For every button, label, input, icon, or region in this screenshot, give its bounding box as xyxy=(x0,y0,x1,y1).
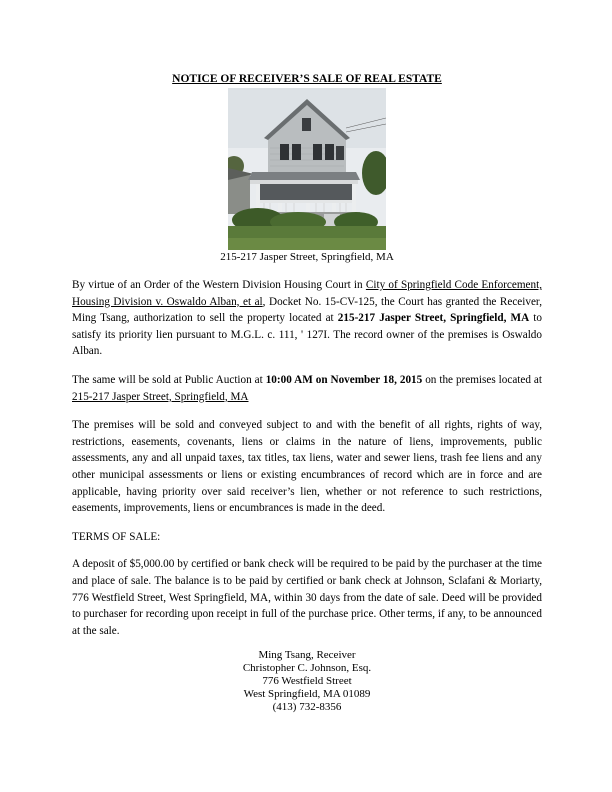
conveyance-paragraph: The premises will be sold and conveyed subject to and with the benefit of all rights, rights of way, restrictions, easements, covenants, liens or claims in the nature of liens, improvements, public assessments, any and all unpaid taxes, tax titles, tax liens, water and sewer liens, trash fee liens and any other municipal assessments or liens or existing encumbrances of record which are in force and are applicable, having priority over said receiver’s lien, whether or not reference to such restrictions, easements, improvements, liens or encumbrances is made in the deed. xyxy=(72,419,542,515)
signature-line-attorney: Christopher C. Johnson, Esq. xyxy=(242,662,372,675)
property-address: 215-217 Jasper Street, Springfield, MA xyxy=(337,312,530,325)
order-paragraph xyxy=(72,277,542,360)
auction-text-1: The same will be sold at Public Auction at xyxy=(72,373,266,386)
signature-line-street: 776 Westfield Street xyxy=(262,675,352,688)
notice-page xyxy=(72,72,542,714)
signature-line-receiver: Ming Tsang, Receiver xyxy=(258,649,356,662)
auction-text-2: on the premises located at xyxy=(422,373,542,386)
case-name: City of Springfield Code Enforcement, Housing Division v. Oswaldo Alban, et al xyxy=(72,279,542,308)
signature-block xyxy=(72,649,542,714)
terms-heading: TERMS OF SALE: xyxy=(72,530,161,543)
photo-caption: 215-217 Jasper Street, Springfield, MA xyxy=(220,251,394,263)
auction-address: 215-217 Jasper Street, Springfield, MA xyxy=(72,390,249,403)
auction-time: 10:00 AM on November 18, 2015 xyxy=(265,373,423,386)
house-photo xyxy=(228,88,386,250)
signature-line-city: West Springfield, MA 01089 xyxy=(243,688,371,701)
order-text-2: , Docket No. 15-CV-125, the Court has granted the Receiver, Ming Tsang, authorization to sell the property located at xyxy=(72,295,543,325)
notice-title: NOTICE OF RECEIVER’S SALE OF REAL ESTATE xyxy=(172,73,442,85)
order-text-1: By virtue of an Order of the Western Division Housing Court in xyxy=(72,279,366,291)
auction-paragraph xyxy=(72,372,542,405)
order-text-3: to satisfy its priority lien pursuant to M.G.L. c. 111, ' 127I. The record owner of the premises is Oswaldo Alban. xyxy=(72,312,543,358)
terms-paragraph: A deposit of $5,000.00 by certified or bank check will be required to be paid by the purchaser at the time and place of sale. The balance is to be paid by certified or bank check at Johnson, Sclafani & Moriarty, 776 Westfield Street, West Springfield, MA, within 30 days from the date of sale. Deed will be provided to purchaser for recording upon receipt in full of the purchase price. Other terms, if any, to be announced at the sale. xyxy=(72,558,542,637)
signature-line-phone: (413) 732-8356 xyxy=(272,701,342,714)
